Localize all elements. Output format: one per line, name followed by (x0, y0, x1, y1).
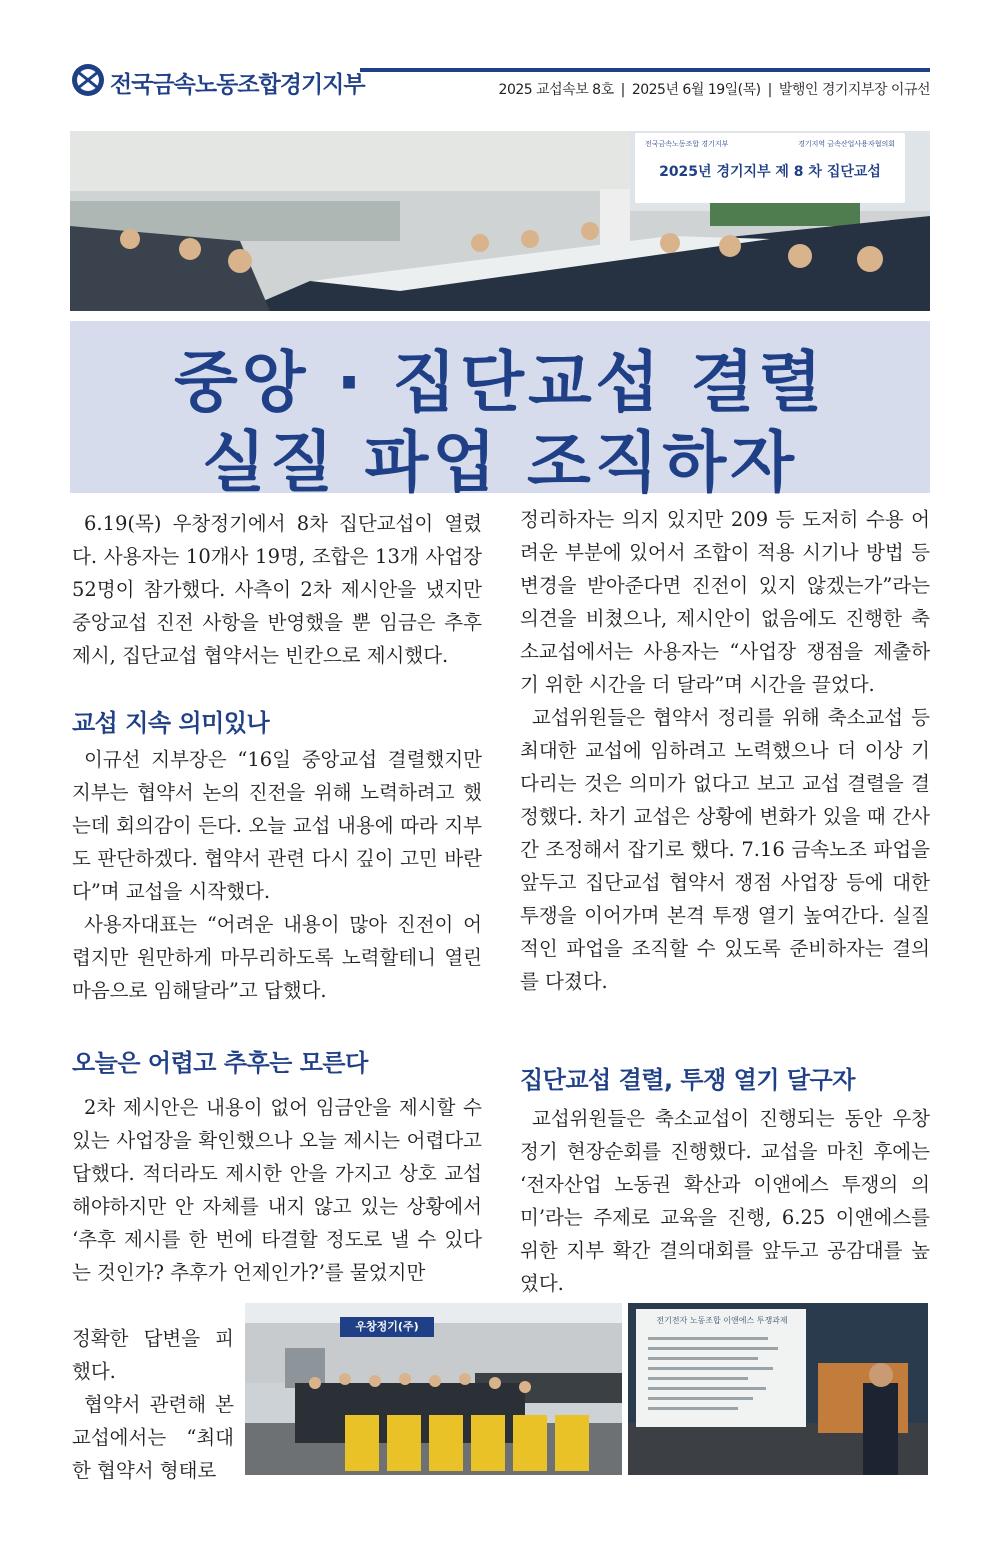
paragraph-3: 2차 제시안은 내용이 없어 임금안을 제시할 수 있는 사업장을 확인했으나 오늘 제시는 어렵다고 답했다. 적더라도 제시한 안을 가지고 상호 교섭해야하지만 안 자체를 내지 않고 있는 상황에서 ‘추후 제시를 한 번에 타결할 정도로 낼 수 있다는 것인가? 추후가 언제인가?’를 물었지만 (72, 1096, 482, 1284)
separator: | (767, 82, 772, 98)
issue-info (499, 79, 930, 99)
paragraph-2: 사용자대표는 “어려운 내용이 많아 진전이 어렵지만 원만하게 마무리하도록 노력할테니 열린 마음으로 임해달라”고 답했다. (72, 913, 482, 1002)
meeting-photo (70, 131, 930, 311)
banner-title: 2025년 경기지부 제 8 차 집단교섭 (659, 164, 881, 180)
left-section-2 (72, 1091, 482, 1289)
headline-line-1: 중앙 · 집단교섭 결렬 (173, 344, 827, 421)
banner-org-right: 경기지역 금속산업사용자협의회 (798, 140, 895, 148)
company-sign: 우창정기(주) (340, 1317, 434, 1337)
intro-paragraph: 6.19(목) 우창정기에서 8차 집단교섭이 열렸다. 사용자는 10개사 19명, 조합은 13개 사업장 52명이 참가했다. 사측이 2차 제시안을 냈지만 중앙교섭 진전 사항을 반영했을 뿐 임금은 추후 제시, 집단교섭 협약서는 빈칸으로 제시했다. (72, 512, 482, 667)
right-section-2 (520, 1102, 930, 1300)
issue-date: 2025년 6월 19일(목) (631, 82, 761, 98)
paragraph-3-cont: 정확한 답변을 피했다. (72, 1327, 234, 1383)
paragraph-1: 이규선 지부장은 “16일 중앙교섭 결렬했지만 지부는 협약서 논의 진전을 위해 노력하려고 했는데 회의감이 든다. 오늘 교섭 내용에 따라 지부도 판단하겠다. 협약서 관련 다시 깊이 고민 바란다”며 교섭을 시작했다. (72, 748, 482, 903)
separator: | (620, 82, 625, 98)
paragraph-5: 정리하자는 의지 있지만 209 등 도저히 수용 어려운 부분에 있어서 조합이 적용 시기나 방법 등 변경을 받아준다면 진전이 있지 않겠는가”라는 의견을 비쳤으나, 제시안이 없음에도 진행한 축소교섭에서는 사용자는 “사업장 쟁점을 제출하기 위한 시간을 더 달라”며 시간을 끌었다. (520, 508, 930, 696)
paragraph-7: 교섭위원들은 축소교섭이 진행되는 동안 우창정기 현장순회를 진행했다. 교섭을 마친 후에는 ‘전자산업 노동권 확산과 이앤에스 투쟁의 의미’라는 주제로 교육을 진행, 6.25 이앤에스를 위한 지부 확간 결의대회를 앞두고 공감대를 높였다. (520, 1107, 930, 1295)
left-intro (72, 507, 482, 672)
left-section-1 (72, 743, 482, 1007)
paragraph-4: 협약서 관련해 본교섭에서는 “최대한 협약서 형태로 (72, 1393, 234, 1482)
header-rule (360, 68, 930, 72)
banner (635, 133, 905, 203)
education-photo (628, 1303, 928, 1475)
masthead (70, 62, 930, 102)
issue-number: 2025 교섭속보 8호 (498, 82, 614, 98)
subhead-1: 교섭 지속 의미있나 (72, 709, 270, 737)
left-section-3 (72, 1322, 234, 1487)
subhead-3: 집단교섭 결렬, 투쟁 열기 달구자 (520, 1066, 855, 1094)
paragraph-6: 교섭위원들은 협약서 정리를 위해 축소교섭 등 최대한 교섭에 임하려고 노력했으나 더 이상 기다리는 것은 의미가 없다고 보고 교섭 결렬을 결정했다. 차기 교섭은 상황에 변화가 있을 때 간사 간 조정해서 잡기로 했다. 7.16 금속노조 파업을 앞두고 집단교섭 협약서 쟁점 사업장 등에 대한 투쟁을 이어가며 본격 투쟁 열기 높여간다. 실질적인 파업을 조직할 수 있도록 준비하자는 결의를 다졌다. (520, 706, 930, 993)
subhead-2: 오늘은 어렵고 추후는 모른다 (72, 1049, 368, 1077)
slide-title: 전기전자 노동조합 이앤에스 투쟁과제 (656, 1316, 788, 1325)
banner-org-left: 전국금속노동조합 경기지부 (645, 140, 729, 148)
union-logo-icon (70, 62, 106, 98)
org-name: 전국금속노동조합경기지부 (110, 72, 365, 98)
rally-photo (245, 1303, 622, 1475)
right-section-1 (520, 503, 930, 998)
publisher: 발행인 경기지부장 이규선 (778, 82, 930, 98)
headline-line-2: 실질 파업 조직하자 (201, 424, 798, 501)
headline-box (70, 321, 930, 501)
